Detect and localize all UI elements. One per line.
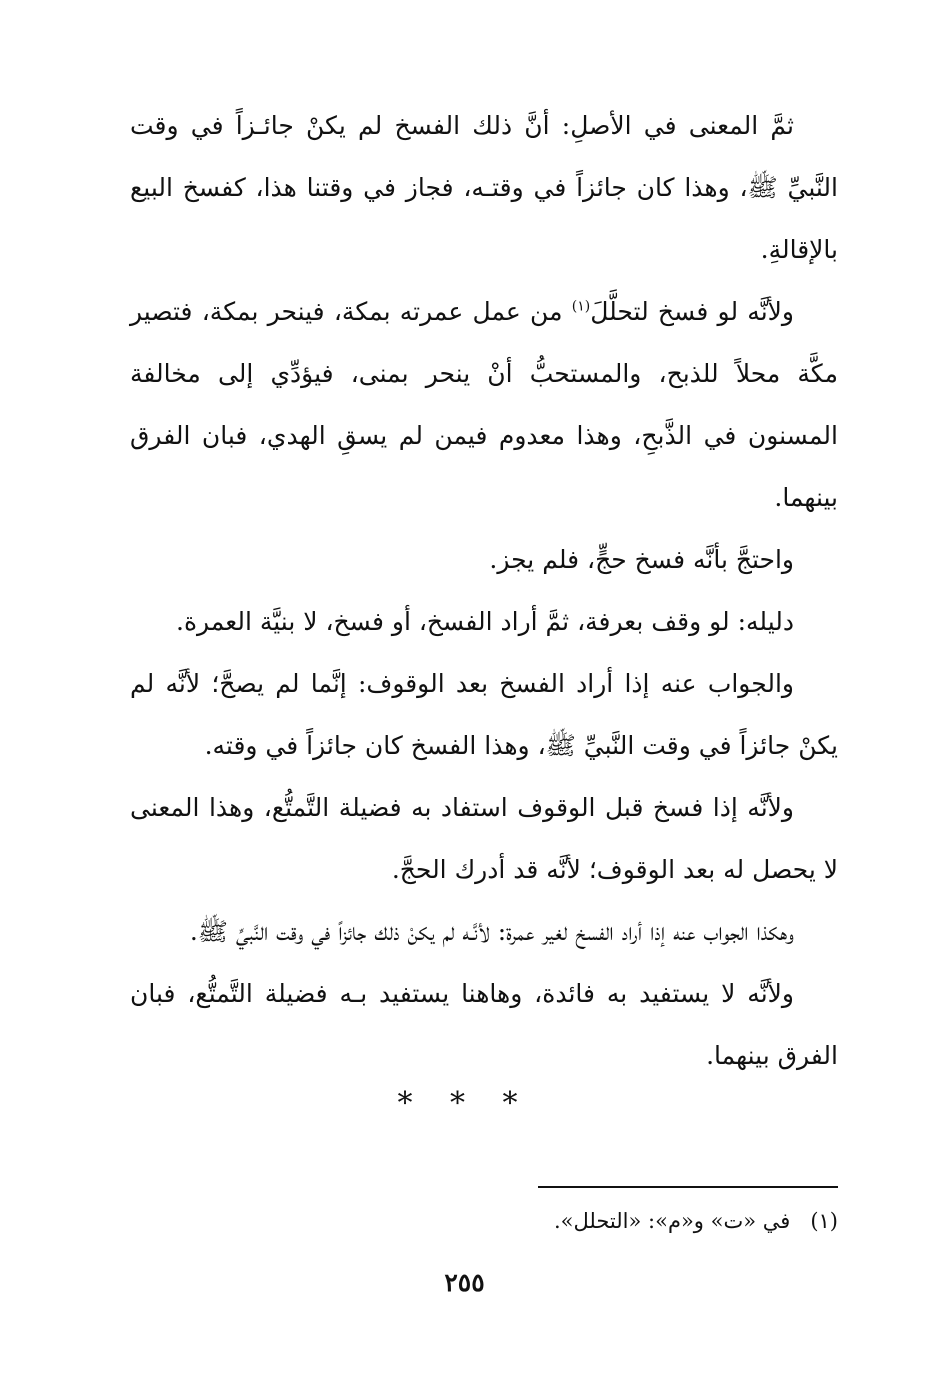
paragraph-5: والجواب عنه إذا أراد الفسخ بعد الوقوف: إنَّما لم يصحَّ؛ لأنَّه لم يكنْ جائزاً في وقت النَّبيِّ ﷺ، وهذا الفسخ كان جائزاً في وقته. xyxy=(130,669,838,760)
paragraph-8: ولأنَّه لا يستفيد به فائدة، وهاهنا يستفيد بـه فضيلة التَّمتُّع، فبان الفرق بينهما. xyxy=(130,979,838,1070)
paragraph-1: ثمَّ المعنى في الأصلِ: أنَّ ذلك الفسخ لم يكنْ جائـزاً في وقت النَّبيِّ ﷺ، وهذا كان جائزاً في وقتـه، فجاز في وقتنا هذا، كفسخ البيع بالإقالةِ. xyxy=(130,111,838,264)
footnote-reference[interactable]: (١) xyxy=(571,298,591,315)
footnote-divider xyxy=(538,1186,838,1188)
footnote xyxy=(130,1203,838,1239)
paragraph-2-prefix: ولأنَّه لو فسخ لتحلَّلَ xyxy=(590,297,794,326)
page-number: ٢٥٥ xyxy=(444,1268,485,1297)
footnote-number: (١) xyxy=(810,1209,838,1233)
paragraph-2 xyxy=(130,281,838,529)
paragraph-3: واحتجَّ بأنَّه فسخ حجٍّ، فلم يجز. xyxy=(489,545,794,574)
section-separator: * * * xyxy=(397,1086,532,1121)
paragraph-6: ولأنَّه إذا فسخ قبل الوقوف استفاد به فضيلة التَّمتُّع، وهذا المعنى لا يحصل له بعد الوقوف؛ لأنَّه قد أدرك الحجَّ. xyxy=(130,793,838,884)
paragraph-7: وهكذا الجواب عنه إذا أراد الفسخ لغير عمرة: لأنَّـه لم يكنْ ذلك جائزاً في وقت النَّبيِّ ﷺ. xyxy=(189,917,794,946)
paragraph-2-text: من عمل عمرته بمكة، فينحر بمكة، فتصير مكَّة محلاً للذبح، والمستحبُّ أنْ ينحر بمنى، فيؤدِّي إلى مخالفة المسنون في الذَّبحِ، وهذا معدوم فيمن لم يسقِ الهدي، فبان الفرق بينهما. xyxy=(130,297,838,512)
footnote-text: في «ت» و«م»: «التحلل». xyxy=(554,1209,791,1233)
body-text xyxy=(130,95,838,1087)
paragraph-4: دليله: لو وقف بعرفة، ثمَّ أراد الفسخ، أو فسخ، لا بنيَّة العمرة. xyxy=(176,607,794,636)
